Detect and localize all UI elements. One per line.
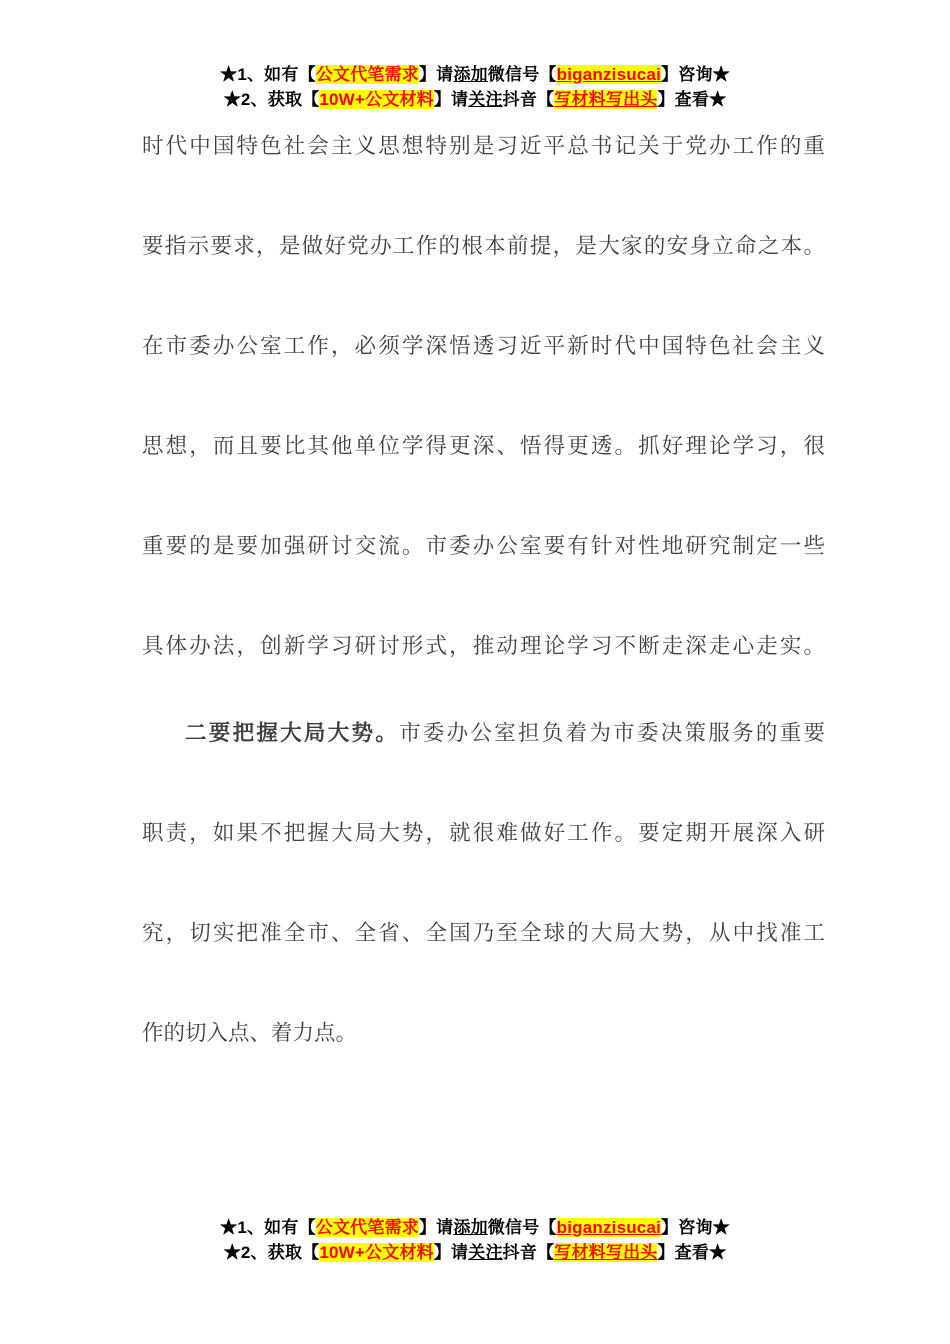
promo1-underline-add: 添加 (453, 65, 488, 84)
promo1-prefix: ★1、如有【 (220, 1218, 316, 1237)
body-line: 思想，而且要比其他单位学得更深、悟得更透。抓好理论学习，很 (142, 434, 825, 458)
promo1-mid1: 】请 (418, 1218, 454, 1237)
body-line: 时代中国特色社会主义思想特别是习近平总书记关于党办工作的重 (142, 134, 825, 158)
promo1-highlight-service: 公文代笔需求 (315, 1218, 419, 1237)
body-line-lead (142, 683, 825, 783)
promo-line-1 (0, 1215, 950, 1240)
promo1-suffix: 】咨询★ (661, 1218, 730, 1237)
promo2-underline-follow: 关注 (468, 90, 503, 109)
promo2-highlight-materials: 10W+公文材料 (319, 1243, 434, 1262)
promo2-suffix: 】查看★ (657, 90, 727, 109)
paragraph-2-lead-bold: 二要把握大局大势。 (185, 721, 400, 745)
promo1-suffix: 】咨询★ (661, 65, 730, 84)
promo2-underline-follow: 关注 (468, 1243, 503, 1262)
promo1-highlight-service: 公文代笔需求 (315, 65, 419, 84)
promo2-mid1: 】请 (433, 1243, 469, 1262)
promo2-mid2: 抖音【 (502, 1243, 555, 1262)
promo1-mid1: 】请 (418, 65, 454, 84)
promo2-highlight-douyin-id: 写材料写出头 (554, 90, 658, 109)
promo2-highlight-materials: 10W+公文材料 (319, 90, 434, 109)
promo-line-2 (0, 1240, 950, 1265)
promo2-prefix: ★2、获取【 (223, 90, 320, 109)
promo1-highlight-wechat-id: biganzisucai (556, 65, 662, 84)
promo2-mid2: 抖音【 (502, 90, 555, 109)
paragraph-2 (142, 683, 825, 1083)
body-line: 职责，如果不把握大局大势，就很难做好工作。要定期开展深入研 (142, 821, 825, 845)
body-line: 重要的是要加强研讨交流。市委办公室要有针对性地研究制定一些 (142, 534, 825, 558)
body-line: 具体办法，创新学习研讨形式，推动理论学习不断走深走心走实。 (142, 634, 825, 658)
promo1-underline-add: 添加 (453, 1218, 488, 1237)
paragraph-2-lead-rest: 市委办公室担负着为市委决策服务的重要 (399, 721, 825, 745)
body-line: 究，切实把准全市、全省、全国乃至全球的大局大势，从中找准工 (142, 921, 825, 945)
promo1-mid2: 微信号【 (487, 1218, 557, 1237)
promo-line-1 (0, 62, 950, 87)
promo2-suffix: 】查看★ (657, 1243, 727, 1262)
promo1-prefix: ★1、如有【 (220, 65, 316, 84)
promo2-prefix: ★2、获取【 (223, 1243, 320, 1262)
body-line-last: 作的切入点、着力点。 (142, 1021, 358, 1045)
promo-banner-bottom (0, 1215, 950, 1265)
promo1-highlight-wechat-id: biganzisucai (556, 1218, 662, 1237)
body-line: 在市委办公室工作，必须学深悟透习近平新时代中国特色社会主义 (142, 334, 825, 358)
promo1-mid2: 微信号【 (487, 65, 557, 84)
body-line: 要指示要求，是做好党办工作的根本前提，是大家的安身立命之本。 (142, 234, 825, 258)
promo2-mid1: 】请 (433, 90, 469, 109)
promo2-highlight-douyin-id: 写材料写出头 (554, 1243, 658, 1262)
paragraph-1 (142, 96, 825, 696)
